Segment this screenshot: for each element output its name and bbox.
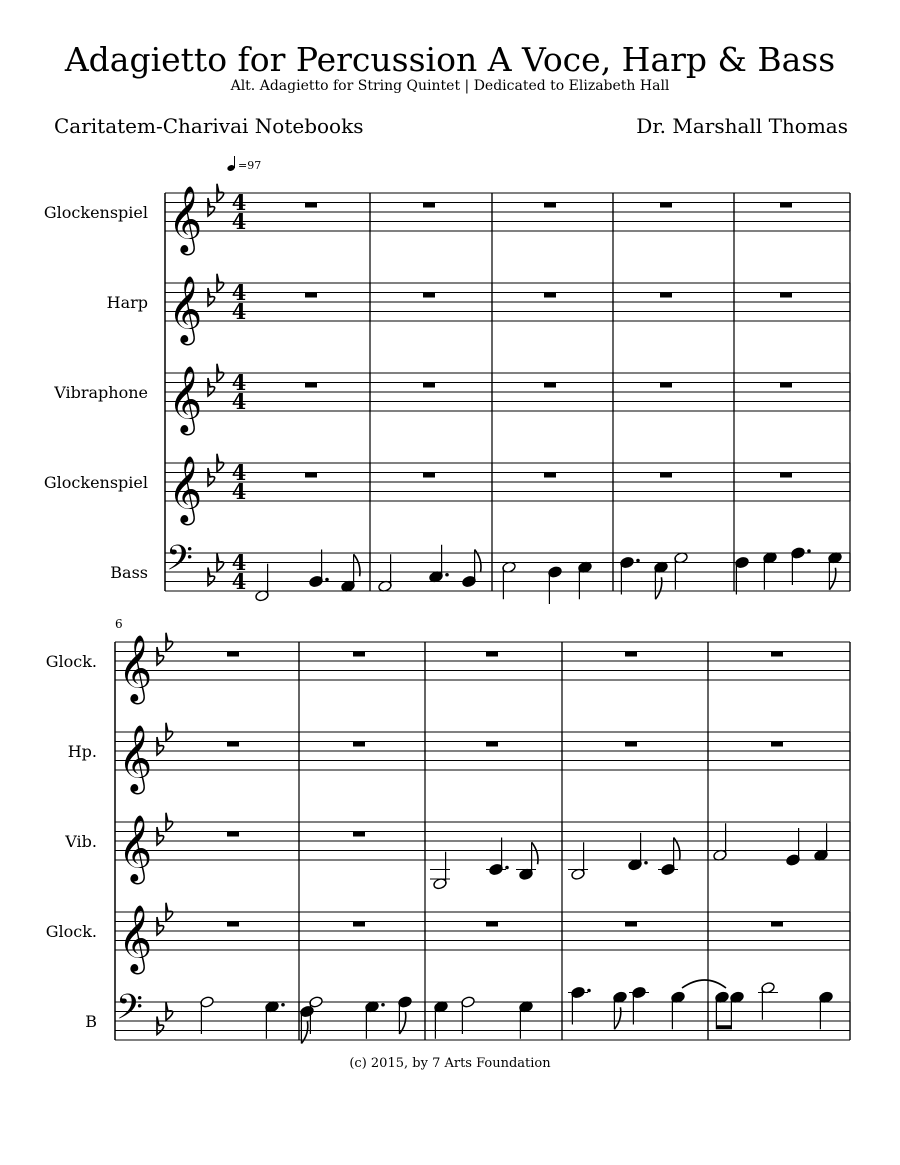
flat-sign-icon <box>208 288 215 306</box>
augmentation-dot <box>587 989 591 993</box>
text-layer <box>44 156 261 1031</box>
staff-layer <box>115 193 850 1040</box>
flat-sign-icon <box>157 917 164 935</box>
instrument-label: Glock. <box>45 922 97 941</box>
whole-rest-icon <box>423 473 435 478</box>
whole-rest-icon <box>660 383 672 388</box>
whole-rest-icon <box>227 832 239 837</box>
note-flag <box>655 577 661 599</box>
flat-sign-icon <box>208 568 215 586</box>
time-signature-top: 4 <box>231 280 247 305</box>
bass-clef-icon: 𝄢 <box>166 537 194 587</box>
whole-rest-icon <box>780 293 792 298</box>
note-flag <box>532 842 538 864</box>
note-beam <box>716 1025 731 1029</box>
copyright-notice: (c) 2015, by 7 Arts Foundation <box>349 1056 551 1071</box>
flat-sign-icon <box>157 647 164 665</box>
instrument-label: B <box>85 1012 97 1031</box>
instrument-label: Glock. <box>45 652 97 671</box>
whole-rest-icon <box>227 652 239 657</box>
instrument-label: Vibraphone <box>54 383 148 402</box>
treble-clef-icon: 𝄞 <box>168 454 203 523</box>
time-signature-bottom: 4 <box>231 479 247 504</box>
whole-rest-icon <box>544 293 556 298</box>
treble-clef-icon: 𝄞 <box>118 903 153 972</box>
whole-rest-icon <box>353 652 365 657</box>
whole-rest-icon <box>544 383 556 388</box>
treble-clef-icon: 𝄞 <box>168 274 203 343</box>
whole-rest-icon <box>423 383 435 388</box>
augmentation-dot <box>281 1003 285 1007</box>
time-signature-bottom: 4 <box>231 299 247 324</box>
whole-rest-icon <box>305 473 317 478</box>
measure-number: 6 <box>115 617 123 631</box>
time-signature-top: 4 <box>231 550 247 575</box>
whole-rest-icon <box>423 203 435 208</box>
composer-name: Dr. Marshall Thomas <box>636 114 848 138</box>
augmentation-dot <box>636 559 640 563</box>
augmentation-dot <box>445 573 449 577</box>
whole-rest-icon <box>353 742 365 747</box>
treble-clef-icon: 𝄞 <box>168 364 203 433</box>
flat-sign-icon <box>157 827 164 845</box>
whole-rest-icon <box>353 832 365 837</box>
whole-rest-icon <box>423 293 435 298</box>
score-subtitle: Alt. Adagietto for String Quintet | Dedicated to Elizabeth Hall <box>230 78 670 94</box>
treble-clef-icon: 𝄞 <box>118 813 153 882</box>
whole-rest-icon <box>486 742 498 747</box>
time-signature-top: 4 <box>231 190 247 215</box>
whole-rest-icon <box>305 203 317 208</box>
flat-sign-icon <box>208 468 215 486</box>
time-signature-bottom: 4 <box>231 569 247 594</box>
flat-sign-icon <box>208 198 215 216</box>
whole-rest-icon <box>771 742 783 747</box>
whole-rest-icon <box>305 293 317 298</box>
treble-clef-icon: 𝄞 <box>118 723 153 792</box>
whole-rest-icon <box>486 922 498 927</box>
instrument-label: Glockenspiel <box>43 473 148 492</box>
flat-sign-icon <box>157 737 164 755</box>
tie-slur <box>682 980 726 988</box>
note-flag <box>354 554 360 576</box>
tempo-mark: =97 <box>238 159 262 172</box>
whole-rest-icon <box>780 383 792 388</box>
whole-rest-icon <box>227 922 239 927</box>
whole-rest-icon <box>660 473 672 478</box>
whole-rest-icon <box>486 652 498 657</box>
whole-rest-icon <box>780 203 792 208</box>
note-layer <box>200 545 843 1044</box>
whole-rest-icon <box>625 652 637 657</box>
publisher-name: Caritatem-Charivai Notebooks <box>54 114 364 138</box>
augmentation-dot <box>644 861 648 865</box>
whole-rest-icon <box>305 383 317 388</box>
whole-rest-icon <box>780 473 792 478</box>
whole-rest-icon <box>771 652 783 657</box>
whole-rest-icon <box>544 473 556 478</box>
whole-rest-icon <box>660 203 672 208</box>
flat-sign-icon <box>157 1017 164 1035</box>
note-flag <box>614 1007 620 1029</box>
flat-sign-icon <box>208 378 215 396</box>
instrument-label: Glockenspiel <box>43 203 148 222</box>
instrument-label: Harp <box>106 293 148 312</box>
instrument-label: Vib. <box>65 832 97 851</box>
whole-rest-icon <box>625 742 637 747</box>
time-signature-bottom: 4 <box>231 209 247 234</box>
whole-rest-icon <box>227 742 239 747</box>
bass-clef-icon: 𝄢 <box>116 986 144 1036</box>
whole-rest-icon <box>771 922 783 927</box>
instrument-label: Hp. <box>67 742 97 761</box>
instrument-label: Bass <box>110 563 148 582</box>
whole-rest-icon <box>544 203 556 208</box>
time-signature-bottom: 4 <box>231 389 247 414</box>
whole-rest-icon <box>353 922 365 927</box>
augmentation-dot <box>505 866 509 870</box>
treble-clef-icon: 𝄞 <box>168 184 203 253</box>
augmentation-dot <box>381 1003 385 1007</box>
augmentation-dot <box>325 578 329 582</box>
time-signature-top: 4 <box>231 460 247 485</box>
whole-rest-icon <box>660 293 672 298</box>
score-title: Adagietto for Percussion A Voce, Harp & Bass <box>64 40 836 79</box>
time-signature-top: 4 <box>231 370 247 395</box>
note-flag <box>829 568 835 590</box>
treble-clef-icon: 𝄞 <box>118 633 153 702</box>
whole-rest-icon <box>625 922 637 927</box>
augmentation-dot <box>807 549 811 553</box>
